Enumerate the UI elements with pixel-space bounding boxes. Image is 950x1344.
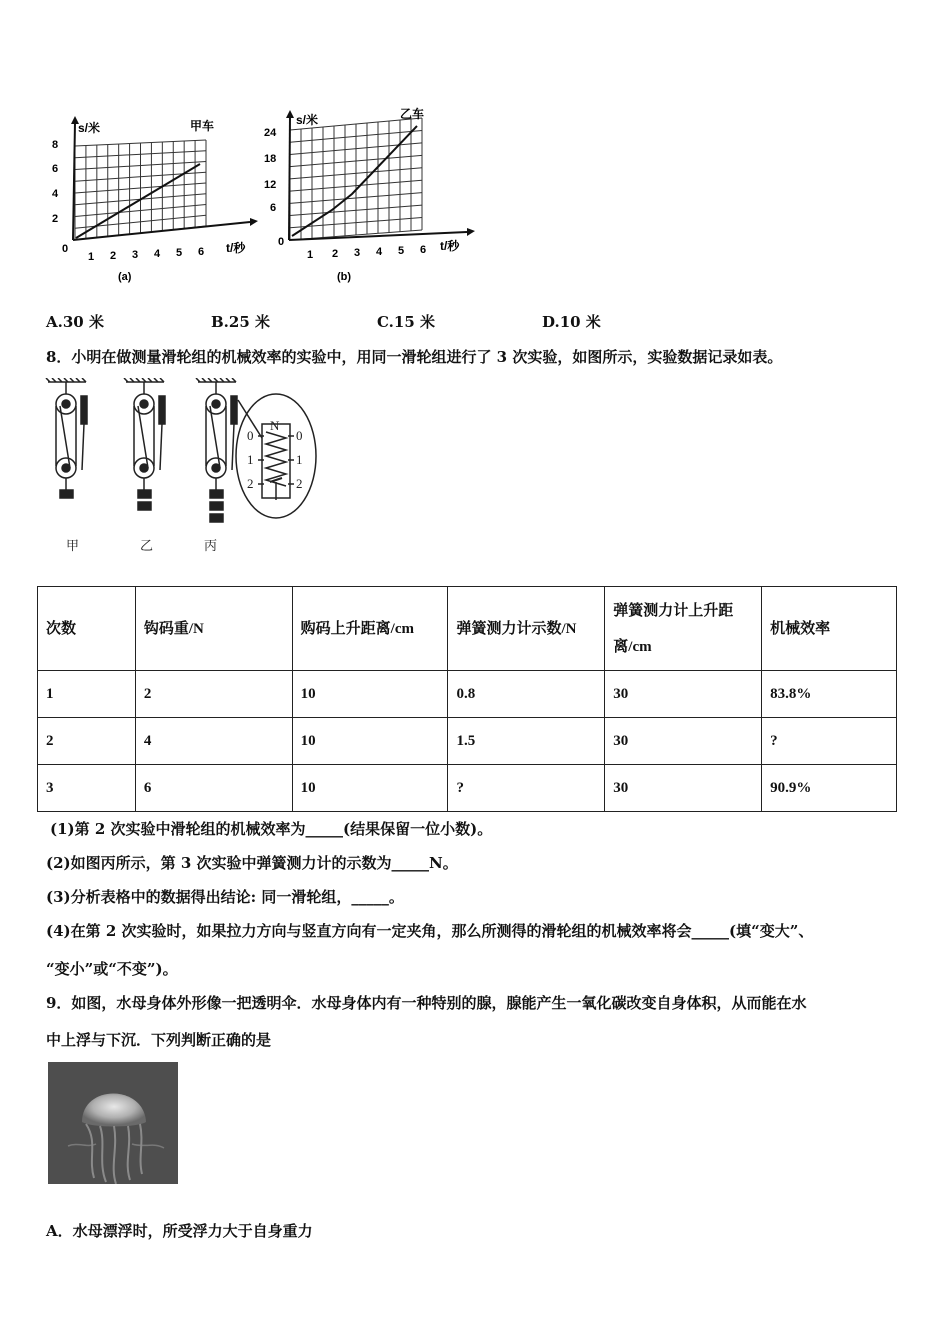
q8-sub1: (1)第 2 次实验中滑轮组的机械效率为_____(结果保留一位小数)。 <box>50 820 493 838</box>
pulley-setup-yi <box>124 378 165 510</box>
table-header-cell: 钩码重/N <box>135 587 292 671</box>
q9-option-a[interactable]: A．水母漂浮时，所受浮力大于自身重力 <box>46 1222 313 1240</box>
graph-a-grid <box>75 140 206 240</box>
table-cell: 10 <box>292 718 448 765</box>
scale-label: 2 <box>247 476 254 491</box>
scale-label: 0 <box>296 428 303 443</box>
option-text: 15 米 <box>393 313 436 331</box>
graph-a-x-tick: 3 <box>132 249 139 261</box>
table-header-cell: 次数 <box>38 587 136 671</box>
option-c[interactable] <box>377 311 435 332</box>
graph-b-caption: (b) <box>337 271 352 283</box>
graph-a-y-tick: 2 <box>52 213 59 225</box>
option-letter: C. <box>377 313 394 331</box>
table-cell: ? <box>448 765 605 812</box>
graph-a-x-label: t/秒 <box>226 241 246 255</box>
pulley-setup-jia <box>46 378 87 498</box>
table-row <box>38 765 897 812</box>
option-b[interactable] <box>211 311 270 332</box>
table-cell: 30 <box>605 718 762 765</box>
table-cell: 1 <box>38 671 136 718</box>
graph-a-x-tick: 4 <box>154 248 161 260</box>
table-row <box>38 671 897 718</box>
table-cell: 2 <box>135 671 292 718</box>
table-header-cell: 弹簧测力计示数/N <box>448 587 605 671</box>
graph-a-origin: 0 <box>62 243 69 255</box>
option-text: 10 米 <box>559 313 601 331</box>
graph-a-x-tick: 2 <box>110 250 117 262</box>
graph-a-y-tick: 8 <box>52 139 59 151</box>
q8-stem: 8．小明在做测量滑轮组的机械效率的实验中，用同一滑轮组进行了 3 次实验，如图所示，实验数据记录如表。 <box>46 348 783 366</box>
pulley-setup-bing <box>196 378 262 522</box>
table-header-cell: 弹簧测力计上升距离/cm <box>605 587 762 671</box>
graph-b-y-tick: 18 <box>264 153 277 165</box>
graph-b-x-tick: 6 <box>420 244 427 256</box>
table-cell: ? <box>762 718 897 765</box>
graph-b-y-axis <box>289 116 290 240</box>
table-cell: 1.5 <box>448 718 605 765</box>
graph-b-x-tick: 4 <box>376 246 383 258</box>
option-letter: B. <box>211 313 229 331</box>
table-cell: 2 <box>38 718 136 765</box>
q8-sub2: (2)如图丙所示，第 3 次实验中弹簧测力计的示数为_____N。 <box>46 854 458 872</box>
table-cell: 30 <box>605 671 762 718</box>
table-cell: 0.8 <box>448 671 605 718</box>
graph-b-y-label: s/米 <box>296 113 319 127</box>
option-text: 30 米 <box>62 313 104 331</box>
scale-label-n: N <box>270 418 280 433</box>
graph-b-x-label: t/秒 <box>440 239 460 253</box>
graph-a-y-tick: 4 <box>52 188 59 200</box>
table-header-row <box>38 587 897 671</box>
pulley-figure <box>40 378 330 558</box>
q9-stem-line1: 9．如图，水母身体外形像一把透明伞．水母身体内有一种特别的腺，腺能产生一氧化碳改变自身体积，从而能在水 <box>46 994 807 1012</box>
table-header-cell: 机械效率 <box>762 587 897 671</box>
option-text: 25 米 <box>228 313 271 331</box>
table-cell: 10 <box>292 765 448 812</box>
scale-label: 2 <box>296 476 303 491</box>
graph-b-title: 乙车 <box>400 107 425 121</box>
option-d[interactable] <box>542 311 601 332</box>
option-letter: D. <box>542 313 560 331</box>
graph-b-y-tick: 12 <box>264 179 277 191</box>
graph-b-x-tick: 2 <box>332 248 339 260</box>
q8-sub4-line2: “变小”或“不变”)。 <box>46 960 178 978</box>
graph-b-x-tick: 3 <box>354 247 361 259</box>
graph-b-x-tick: 5 <box>398 245 405 257</box>
figure-label-jia: 甲 <box>66 539 80 554</box>
table-cell: 4 <box>135 718 292 765</box>
scale-label: 0 <box>247 428 254 443</box>
graph-a-x-tick: 6 <box>198 246 205 258</box>
table-header-cell: 购码上升距离/cm <box>292 587 448 671</box>
table-cell: 83.8% <box>762 671 897 718</box>
table-cell: 90.9% <box>762 765 897 812</box>
graph-a-caption: (a) <box>118 271 132 283</box>
q8-sub4-line1: (4)在第 2 次实验时，如果拉力方向与竖直方向有一定夹角，那么所测得的滑轮组的机械效率将会_____(填“变大”、 <box>46 922 814 940</box>
graph-a-y-label: s/米 <box>78 121 101 135</box>
scale-label: 1 <box>247 452 254 467</box>
graph-a-x-tick: 1 <box>88 251 95 263</box>
graph-a-title: 甲车 <box>190 119 215 133</box>
option-letter: A. <box>46 313 63 331</box>
graph-b-origin: 0 <box>278 236 285 248</box>
graph-a-x-tick: 5 <box>176 247 183 259</box>
graph-a <box>40 112 260 292</box>
q8-sub3: (3)分析表格中的数据得出结论: 同一滑轮组，_____。 <box>46 888 404 906</box>
figure-label-yi: 乙 <box>140 539 154 554</box>
q9-stem-line2: 中上浮与下沉．下列判断正确的是 <box>46 1031 272 1049</box>
table-cell: 10 <box>292 671 448 718</box>
graph-b-y-tick: 6 <box>270 202 277 214</box>
figure-label-bing: 丙 <box>204 539 218 554</box>
graph-a-y-tick: 6 <box>52 163 59 175</box>
table-cell: 30 <box>605 765 762 812</box>
experiment-table <box>37 586 897 812</box>
graph-b-x-tick: 1 <box>307 249 314 261</box>
table-row <box>38 718 897 765</box>
scale-label: 1 <box>296 452 303 467</box>
table-cell: 3 <box>38 765 136 812</box>
table-cell: 6 <box>135 765 292 812</box>
graph-b <box>262 100 482 290</box>
option-a[interactable] <box>46 311 104 332</box>
graph-b-y-tick: 24 <box>264 127 277 139</box>
jellyfish-photo <box>48 1062 178 1184</box>
graph-b-grid <box>290 118 422 240</box>
graph-a-data-line <box>76 164 200 238</box>
